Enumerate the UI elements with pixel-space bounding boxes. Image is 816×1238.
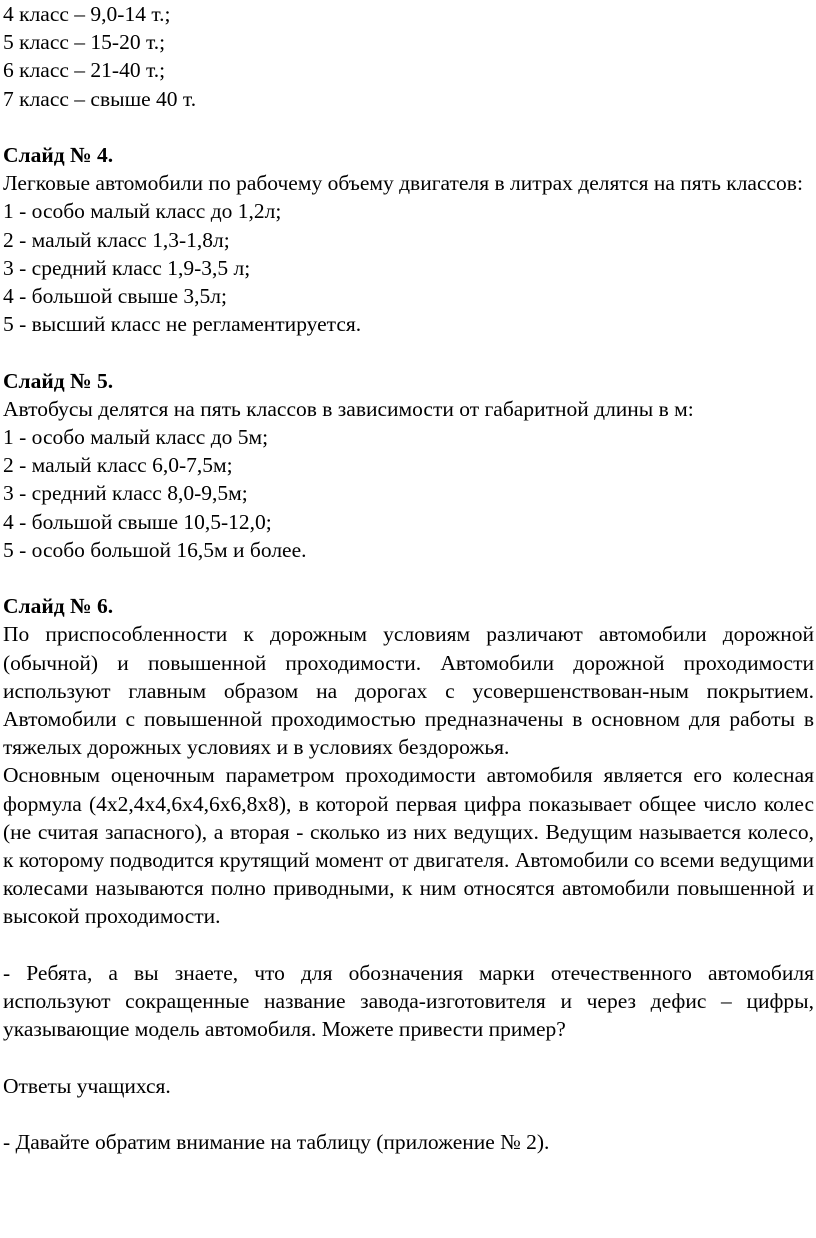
list-item: 2 - малый класс 6,0-7,5м; <box>3 453 233 478</box>
list-item: 2 - малый класс 1,3-1,8л; <box>3 227 230 252</box>
teacher-prompt: - Давайте обратим внимание на таблицу (приложение № 2). <box>3 1130 550 1155</box>
list-item: 6 класс – 21-40 т.; <box>3 58 166 83</box>
list-item: 4 класс – 9,0-14 т.; <box>3 2 171 26</box>
dialogue-section <box>3 959 814 1156</box>
list-item: 3 - средний класс 8,0-9,5м; <box>3 481 248 506</box>
slide-4-intro: Легковые автомобили по рабочему объему двигателя в литрах делятся на пять классов: <box>3 171 803 196</box>
spacer <box>3 1043 814 1071</box>
slide-6-paragraph: Основным оценочным параметром проходимости автомобиля является его колесная формула (4х2,4х4,6х4,6х6,8х8), в которой первая цифра показывает общее число колес (не считая запасного), а вторая - сколько из них ведущих. Ведущим называется колесо, к которому подводится крутящий момент от двигателя. Автомобили со всеми ведущими колесами называются полно приводными, к ним относятся автомобили повышенной и высокой проходимости. <box>3 763 814 929</box>
student-answers: Ответы учащихся. <box>3 1073 171 1098</box>
list-item: 1 - особо малый класс до 5м; <box>3 425 269 450</box>
spacer <box>3 564 814 592</box>
list-item: 3 - средний класс 1,9-3,5 л; <box>3 255 251 280</box>
slide-5-section <box>3 367 814 564</box>
list-item: 1 - особо малый класс до 1,2л; <box>3 199 282 224</box>
slide-6-heading: Слайд № 6. <box>3 594 114 619</box>
slide-6-paragraph: По приспособленности к дорожным условиям различают автомобили дорожной (обычной) и повышенной проходимости. Автомобили дорожной проходимости используют главным образом на дорогах с усовершенствован-ным покрытием. Автомобили с повышенной проходимостью предназначены в основном для работы в тяжелых дорожных условиях и в условиях бездорожья. <box>3 622 814 760</box>
slide-4-heading: Слайд № 4. <box>3 143 114 167</box>
spacer <box>3 1100 814 1128</box>
list-item: 5 - высший класс не регламентируется. <box>3 312 362 337</box>
slide-6-section <box>3 592 814 930</box>
truck-class-list <box>3 0 814 113</box>
spacer <box>3 113 814 141</box>
slide-5-heading: Слайд № 5. <box>3 368 114 393</box>
list-item: 4 - большой свыше 3,5л; <box>3 284 227 309</box>
slide-4-section <box>3 141 814 338</box>
list-item: 7 класс – свыше 40 т. <box>3 86 197 111</box>
list-item: 5 класс – 15-20 т.; <box>3 30 166 55</box>
teacher-question: - Ребята, а вы знаете, что для обозначения марки отечественного автомобиля используют сокращенные название завода-изготовителя и через дефис – цифры, указывающие модель автомобиля. Можете привести пример? <box>3 960 814 1042</box>
spacer <box>3 338 814 366</box>
list-item: 5 - особо большой 16,5м и более. <box>3 537 307 562</box>
spacer <box>3 931 814 959</box>
list-item: 4 - большой свыше 10,5-12,0; <box>3 509 272 534</box>
slide-5-intro: Автобусы делятся на пять классов в зависимости от габаритной длины в м: <box>3 396 694 421</box>
